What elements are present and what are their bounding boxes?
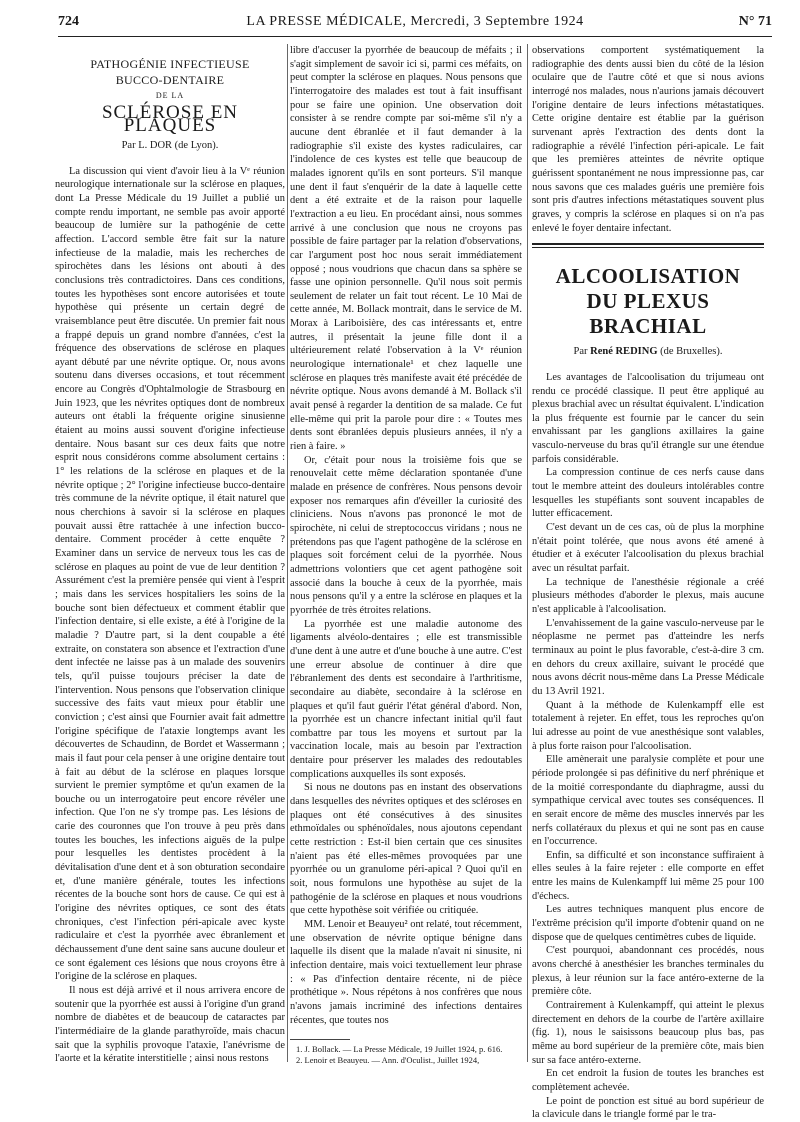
article-byline: [532, 345, 764, 359]
footnote: 1. J. Bollack. — La Presse Médicale, 19 Juillet 1924, p. 616.: [296, 1044, 503, 1055]
author-name: René REDING: [590, 346, 658, 358]
paragraph: Les avantages de l'alcoolisation du trijumeau ont rendu ce procédé classique. Il peut être appliqué au plexus brachial avec un résultat équivalent. L'indication la plus fréquente est fournie par le cancer du sein envahissant par les ganglions axillaires la gaine vasculo-nerveuse du bras qu'il étrangle sur une étendue parfois considérable.: [532, 371, 764, 465]
column-2: [290, 44, 522, 1066]
paragraph: La pyorrhée est une maladie autonome des ligaments alvéolo-dentaires ; elle est transmissible d'une dent à une autre et d'une bouche à une autre. C'est une erreur absolue de continuer à dire que l'ébranlement des dents est secondaire à l'arthritisme, secondaire au diabète, secondaire à la sclérose en plaques et qu'il faut guérir l'état général d'abord. Non, la pyorrhée est un chancre infectant initial qu'il faut combattre par tous les moyens et surtout par la vaccination locale, mais au besoin par l'extraction dentaire pour préserver les malades des redoutables complications auxquelles ils sont exposés.: [290, 618, 522, 780]
issue-number: N° 71: [738, 14, 772, 29]
paragraph: observations comportent systématiquement la radiographie des dents aussi bien du côté de la lésion oculaire que de l'autre côté et que si nous avions interrogé nos malades, nous n'aurions jamais découvert l'origine dentaire de leurs infections métastatiques. Cette origine dentaire est établie par la guérison survenant après l'extraction des dents dont la radiographie a révélé l'infection péri-apicale. Le fait que les premières atteintes de névrite optique guérissent spontanément ne nous impressionne pas, car nous savons que ces malades guéris une première fois sont pris d'autres infections métastatiques souvent plus graves, y compris la sclérose en plaques si on n'a pas enlevé le foyer dentaire infectant.: [532, 45, 764, 234]
paragraph: La compression continue de ces nerfs cause dans tout le membre atteint des douleurs intolérables contre lesquelles les stupéfiants sont souvent incapables de lutter efficacement.: [532, 467, 764, 520]
title-line: DU PLEXUS BRACHIAL: [586, 289, 710, 339]
article-byline: [55, 139, 285, 153]
header-rule: [58, 36, 772, 37]
paragraph: Si nous ne doutons pas en instant des observations dans lesquelles des névrites optiques et des scléroses en plaques ont été consécutives à des sinusites ethmoïdales ou sphénoïdales, nous ajoutons cependant cette restriction : Est-il bien certain que ces sinusites n'aient pas été elles-mêmes provoquées par une pyorrhée ou un granulome péri-apical ? Quoi qu'il en soit, nous formulons une hypothèse au sujet de la pathogénie de la sclérose en plaques et nous voudrions que cette hypothèse soit vérifiée ou critiquée.: [290, 782, 522, 917]
paragraph: Enfin, sa difficulté et son inconstance suffiraient à elles seules à la faire rejeter : elle comporte en effet entre les mains de Kulenkampff lui même 25 pour 100 d'échecs.: [532, 849, 764, 902]
paragraph: Contrairement à Kulenkampff, qui atteint le plexus directement en dehors de la courbe de l'artère axillaire (fig. 1), nous le saisissons beaucoup plus bas, pas même au bord supérieur de la première côte, mais bien sur sa face antéro-externe.: [532, 1000, 764, 1066]
footnote-rule: [290, 1039, 350, 1040]
title-line: ALCOOLISATION: [555, 264, 741, 289]
article-kicker: [55, 56, 285, 88]
article-title: SCLÉROSE EN PLAQUES: [101, 101, 239, 137]
author-affiliation: (de Bruxelles).: [660, 346, 723, 358]
paragraph: L'envahissement de la gaine vasculo-nerveuse par le néoplasme ne permet pas d'atteindre les nerfs terminaux au point le plus favorable, c'est-à-dire 3 cm. en dehors du creux axillaire, suivant le procédé que nous avons décrit nous-même dans La Presse Médicale du 13 Avril 1921.: [532, 617, 764, 697]
column-1: [55, 48, 285, 1066]
kicker-line: PATHOGÉNIE INFECTIEUSE: [90, 57, 250, 71]
paragraph: En cet endroit la fusion de toutes les branches est complètement achevée.: [532, 1068, 764, 1093]
author-name: L. DOR: [138, 139, 173, 151]
column-separator: [287, 44, 288, 1062]
paragraph: C'est pourquoi, abandonnant ces procédés, nous avons cherché à anesthésier les branches terminales du plexus, à leur réunion sur la face antéro-externe de la première côte.: [532, 945, 764, 998]
paragraph: Le point de ponction est situé au bord supérieur de la clavicule dans le triangle formé par le tra-: [532, 1095, 764, 1121]
kicker-connector: DE LA: [155, 91, 185, 100]
column-3: [532, 44, 764, 1122]
paragraph: Or, c'était pour nous la troisième fois que se renouvelait cette même déclaration spontanée d'une malade en présence de confrères. Nous pensons devoir exposer nos remarques afin d'éveiller la curiosité des cliniciens. Nous n'avons pas prononcé le mot de spirochète, ni celui de streptococcus viridans ; nous ne prétendons pas que l'agent pathogène de la sclérose en plaques soit forcément celui de la pyorrhée. Nous admettrions volontiers que cet agent pathogène soit associé dans la bouche à ceux de la pyorrhée, mais nous pensons qu'il y a entre la sclérose en plaques et la pyorrhée de très étroites relations.: [290, 454, 522, 616]
page-number: 724: [58, 14, 79, 29]
paragraph: Elle amènerait une paralysie complète et pour une période prolongée si pas définitive du nerf phrénique et de la moitié correspondante du diaphragme, aussi du sympathique cervical avec toutes ses conséquences. Il en serait encore de même des muscles innervés par les nerfs collatéraux du plexus et qui ne sont pas en cause en l'occurrence.: [532, 754, 764, 848]
paragraph: Quant à la méthode de Kulenkampff elle est totalement à rejeter. En effet, tous les reproches qu'on lui adresse au point de vue anesthésique sont valables, à plus forte raison pour l'alcoolisation.: [532, 699, 764, 752]
byline-prefix: Par: [121, 139, 136, 151]
byline-prefix: Par: [573, 346, 588, 358]
kicker-line: BUCCO-DENTAIRE: [115, 73, 225, 87]
author-affiliation: (de Lyon).: [174, 139, 219, 151]
paragraph: La technique de l'anesthésie régionale a créé plusieurs méthodes d'aborder le plexus, mais aucune n'est applicable à l'alcoolisation.: [532, 576, 764, 615]
article-divider: [532, 243, 764, 248]
paragraph: Les autres techniques manquent plus encore de l'extrême précision qu'il importe d'obtenir quand on ne dispose que de quelques centimètres cubes de liquide.: [532, 904, 764, 943]
journal-title: LA PRESSE MÉDICALE, Mercredi, 3 Septembre 1924: [246, 14, 584, 29]
article-title: [532, 264, 764, 339]
paragraph: libre d'accuser la pyorrhée de beaucoup de méfaits ; il s'agit simplement de savoir ici si, parmi ces méfaits, on peut compter la sclérose en plaques. Nous pensons que l'interrogatoire des malades est tout à fait insuffisant pour se faire une opinion. Une observation doit consister à se rendre compte par soi-même s'il n'y a aucune dent ébranlée et il faut demander à la radiographie s'il existe des kystes radiculaires, car l'indolence de ces kystes est telle que beaucoup de malades ignorent qu'ils en sont porteurs. S'il manque une dent il faut s'enquérir de la date à laquelle cette dent a été extraite et de la raison pour laquelle l'extraction a eu lieu. En procédant ainsi, nous sommes arrivé à une conclusion que nous ne croyons pas possible de faire partager par la relation d'observations, car l'argument post hoc nous serait immédiatement opposé ; nous voudrions que chacun dans sa sphère se fasse une opinion personnelle. Qu'il nous soit permis seulement de relater un fait tout récent. Le 10 Mai de cette année, M. Bollack montrait, dans le service de M. Morax à Lariboisière, des cas intéressants et, entre autres, il présentait la jeune fille dont il a ultérieurement relaté l'observation à la Vᵉ réunion neurologique internationale¹ et chez laquelle une sclérose en plaques très manifeste avait été précédée de névrite optique. Nous avons demandé à M. Bollack s'il avait pensé à regarder la dentition de sa malade. Ce fut elle-même qui prit la parole pour dire : « Toutes mes dents sont ébranlées depuis plusieurs années, il n'y a rien à faire. »: [290, 45, 522, 453]
paragraph: MM. Lenoir et Beauyeu² ont relaté, tout récemment, une observation de névrite optique bénigne dans laquelle ils disent que la malade n'avait ni sinusite, ni infection dentaire, mais voici textuellement leur phrase : « Pas d'infection dentaire récente, ni de pièce prothétique ». Nous répétons à nos confrères que nous n'avons jamais incriminé des infections dentaires récentes, que toutes nos: [290, 919, 522, 1026]
paragraph: La discussion qui vient d'avoir lieu à la Vᵉ réunion neurologique internationale sur la sclérose en plaques, dont La Presse Médicale du 19 Juillet a publié un compte rendu important, ne semble pas avoir apporté beaucoup de lumière sur la pathogénie de cette affection. L'accord semble être fait sur la nature infectieuse de la maladie, mais les recherches de spirochètes dans les lésions ont abouti à des conclusions très contradictoires. Dans ces conditions, toutes les hypothèses sont encore autorisées et toute hypothèse qui présente un certain degré de vraisemblance peut être discutée. Un premier fait nous a frappé depuis un grand nombre d'années, c'est la fréquence des observations de sclérose en plaques ayant débuté par une névrite optique. Or, nous avons soutenu dans diverses occasions, et tout récemment encore au Congrès d'Ophtalmologie de Strasbourg en Juin 1923, que les névrites optiques dont de nombreux auteurs ont établi la fréquente origine sinusienne étaient au moins aussi souvent d'origine infectieuse dentaire. Nous basant sur ces deux faits que notre esprit nous considérons comme absolument certains : 1° les relations de la sclérose en plaques et de la névrite optique ; 2° l'origine infectieuse bucco-dentaire très commune de la névrite optique, il était naturel que nous cherchions à savoir si la sclérose en plaques pouvait aussi être rattachée à une infection bucco-dentaire. Comment procéder à cette enquête ? Examiner dans un service de nerveux tous les cas de sclérose en plaques au point de vue de leur dentition ? Assurément c'est la première pensée qui vient à l'esprit ; mais dans les services hospitaliers les soins de la bouche sont bien défectueux et comment établir que l'infection dentaire, si elle existe, a été à l'origine de la maladie ? D'autre part, si la dent coupable a été extraite, on constatera son absence et l'extraction d'une dent infectée ne laisse pas à un malade des souvenirs tels, qu'il puisse toujours préciser la date de l'intervention. Nous pensons que l'observation clinique successive des faits vaut mieux pour établir une conviction ; c'est ainsi que Fournier avait fait admettre l'origine spécifique de l'ataxie longtemps avant les découvertes de Schaudinn, de Bordet et Wassermann ; mais il faut pour cela penser à une origine dentaire tout à fait au début de la sclérose en plaques lorsque survient le premier symptôme et qu'un examen de la bouche ou un interrogatoire peut encore révéler une infection. Que l'on ne s'y trompe pas. Les lésions de carie des couronnes que l'on trouve à peu près dans toutes les bouches, les infections aiguës de la pulpe pour lesquelles les dentistes procèdent à la dévitalisation d'une dent et à son obturation secondaire et, d'une manière générale, toutes les infections récentes de la bouche sont hors de cause. Ce qui est à l'origine des névrites optiques, ce sont des états chroniques, c'est l'infection péri-apicale avec kyste radiculaire et c'est la pyorrhée avec ébranlement et déchaussement d'une dent saine sans aucune douleur et ce sont également ces lésions que nous croyons être à l'origine de la sclérose en plaques.: [55, 165, 285, 983]
paragraph: Il nous est déjà arrivé et il nous arrivera encore de soutenir que la pyorrhée est aussi à l'origine d'un grand nombre de diabètes et de beaucoup de cataractes par l'intermédiaire de la glande parathyroïde, mais chacun sait que la syphilis provoque l'ataxie, l'anévrisme de l'aorte et la kératite interstitielle ; ainsi nous restons: [55, 985, 285, 1065]
column-separator: [527, 44, 528, 1062]
paragraph: C'est devant un de ces cas, où de plus la morphine n'était point tolérée, que nous avons été amené à étudier et à exécuter l'alcoolisation du plexus brachial avec un résultat parfait.: [532, 522, 764, 575]
running-header: [58, 14, 772, 34]
footnote: 2. Lenoir et Beauyeu. — Ann. d'Oculist., Juillet 1924,: [296, 1055, 480, 1066]
